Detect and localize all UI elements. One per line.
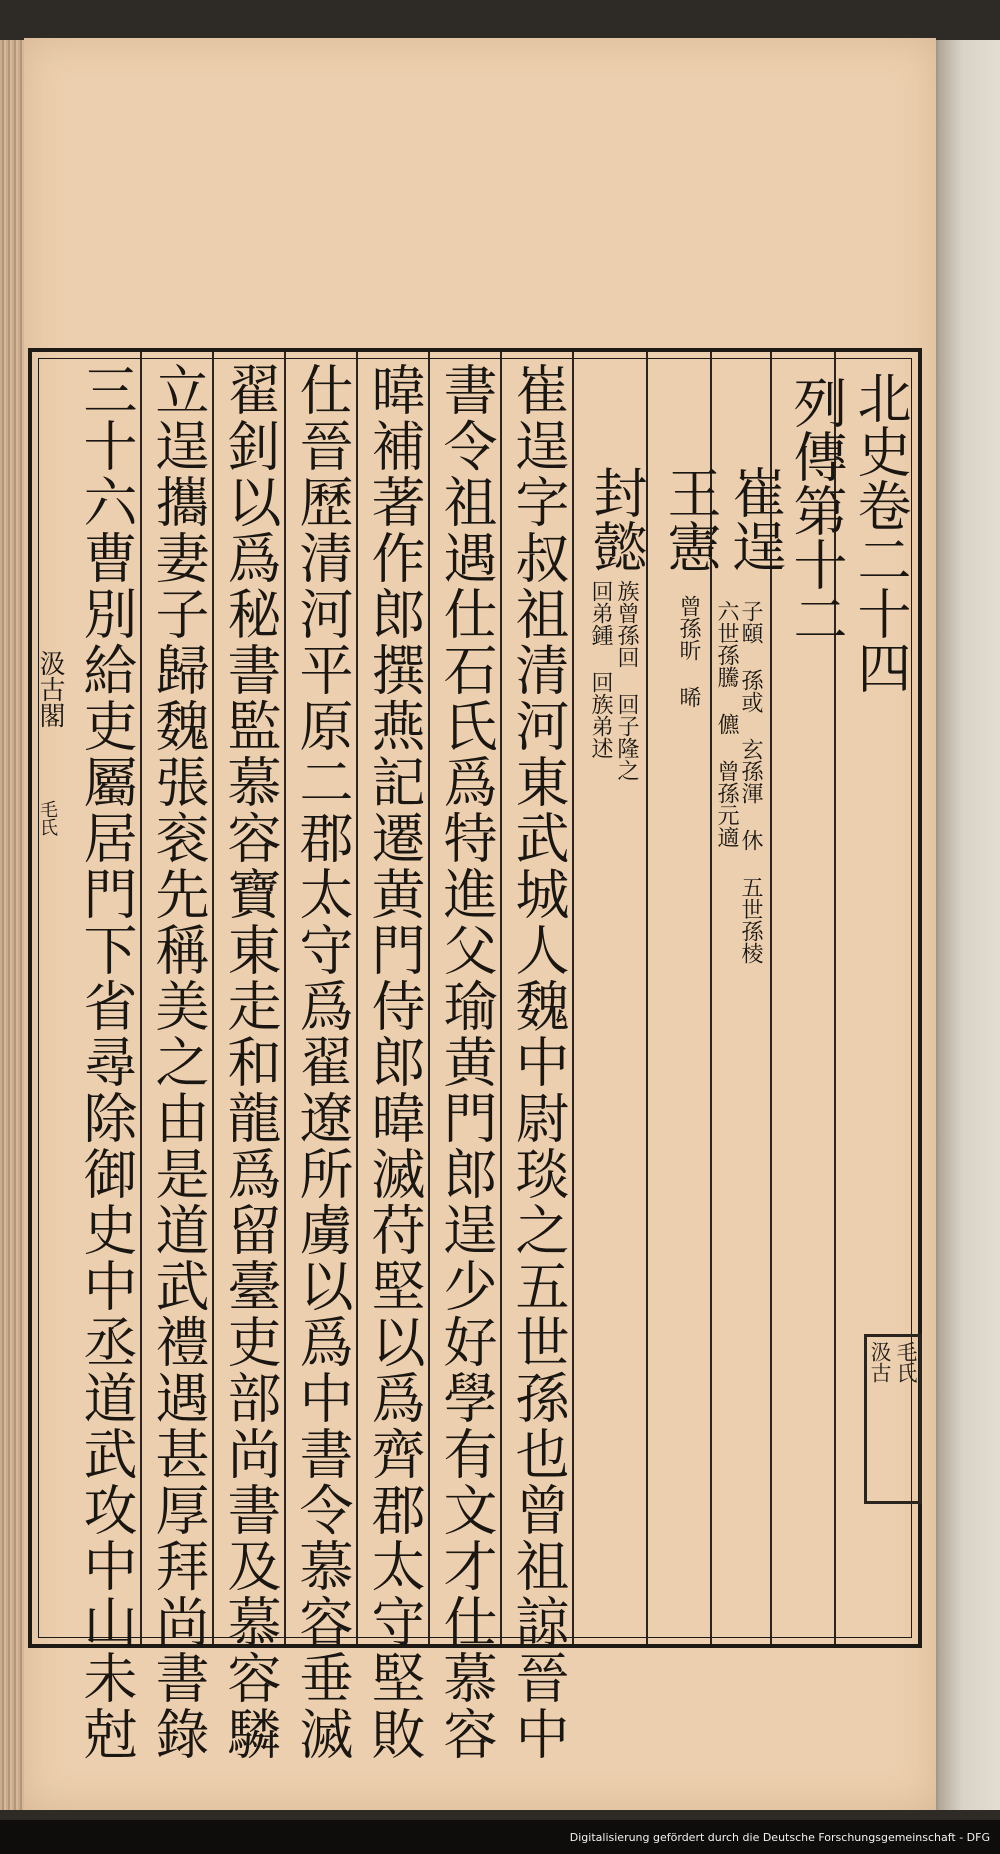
column-divider	[212, 352, 214, 1644]
footer-credit: Digitalisierung gefördert durch die Deutsche Forschungsgemeinschaft - DFG	[0, 1820, 1000, 1854]
toc-main-cui-ting: 崔逞	[724, 465, 787, 573]
text-column: 三十六曹別給吏屬居門下省尋除御史中丞道武攻中山未尅	[75, 362, 138, 1762]
toc-note: 曾孫昕 晞	[676, 595, 701, 708]
text-column: 立逞攜妻子歸魏張衮先稱美之由是道武禮遇甚厚拜尚書錄	[147, 362, 210, 1762]
seal-text: 汲古	[868, 1341, 892, 1383]
text-column: 仕晉歷清河平原二郡太守爲翟遼所虜以爲中書令慕容垂滅	[291, 362, 354, 1762]
column-divider	[284, 352, 286, 1644]
toc-note: 六世孫騰 儦 曾孫元適	[714, 600, 739, 848]
text-column: 暐補著作郎撰燕記遷黄門侍郎暐滅苻堅以爲齊郡太守堅敗	[363, 362, 426, 1762]
collector-seal	[864, 1334, 922, 1504]
column-divider	[356, 352, 358, 1644]
text-column: 崔逞字叔祖清河東武城人魏中尉琰之五世孫也曾祖諒晉中	[507, 362, 570, 1762]
text-column: 書令祖遇仕石氏爲特進父瑜黄門郎逞少好學有文才仕慕容	[435, 362, 498, 1762]
chapter-title: 列傳第十二	[785, 375, 848, 645]
column-divider	[572, 352, 574, 1644]
column-divider	[428, 352, 430, 1644]
toc-main-wang-xian: 王憲	[659, 465, 722, 573]
toc-note: 回弟鍾 回族弟述	[588, 580, 613, 759]
toc-main-feng-yi: 封懿	[585, 465, 648, 573]
column-divider	[140, 352, 142, 1644]
toc-note: 族曾孫回 回子隆之	[614, 580, 639, 781]
seal-text: 毛氏	[894, 1341, 918, 1383]
adjacent-page	[932, 40, 1000, 1810]
volume-title: 北史卷二十四	[849, 370, 912, 694]
text-column: 翟釗以爲秘書監慕容寶東走和龍爲留臺吏部尚書及慕容驎	[219, 362, 282, 1762]
edge-label: 汲古閣	[35, 650, 65, 728]
toc-note: 子頤 孫或 玄孫渾 休 五世孫棱	[738, 600, 763, 964]
edge-label: 毛氏	[37, 800, 58, 836]
column-divider	[500, 352, 502, 1644]
